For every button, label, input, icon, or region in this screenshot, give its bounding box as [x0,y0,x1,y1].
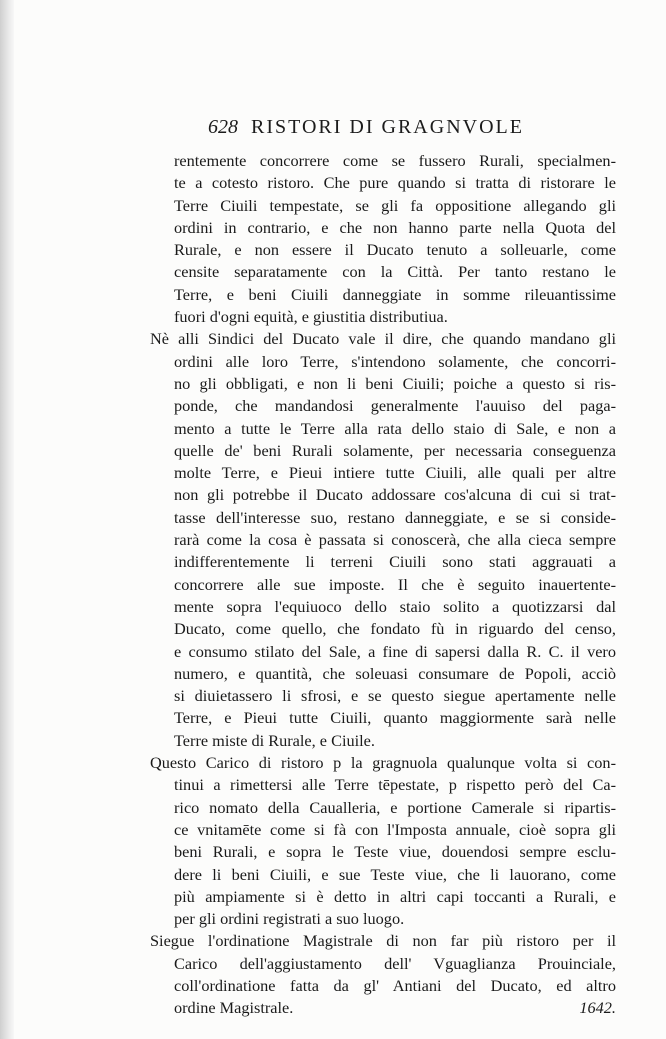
text-line: Nè alli Sindici del Ducato vale il dire, che quando mandano gli [150,329,616,349]
text-line: più ampiamente si è detto in altri capi toccanti a Rurali, e [174,886,616,906]
text-line: Rurale, e non essere il Ducato tenuto a solleuarle, come [174,240,616,260]
text-line-with-catchword [150,997,616,1019]
text-line: rico nomato della Caualleria, e portione Camerale si ripartis- [174,797,616,817]
text-line: molte Terre, e Pieui intiere tutte Ciuili, alle quali per altre [174,463,616,483]
text-line: Questo Carico di ristoro p la gragnuola qualunque volta si con- [150,753,616,773]
text-block [150,150,616,1020]
text-line: ce vnitamēte come si fà con l'Imposta annuale, cioè sopra gli [174,819,616,839]
text-line: no gli obbligati, e non li beni Ciuili; poiche a questo si ris- [174,373,616,393]
page-number: 628 [208,116,238,138]
text-line: ordine Magistrale. [174,998,294,1018]
paragraph [174,150,616,328]
text-line: ordini alle loro Terre, s'intendono solamente, che concorri- [174,351,616,371]
text-line: ordini in contrario, e che non hanno parte nella Quota del [174,217,616,237]
text-line: numero, e quantità, che soleuasi consumare de Popoli, acciò [174,663,616,683]
text-line: non gli potrebbe il Ducato addossare cos'alcuna di cui si trat- [174,485,616,505]
paragraph [150,328,616,752]
text-line: beni Rurali, e sopra le Teste viue, douendosi sempre esclu- [174,842,616,862]
text-line: censite separatamente con la Città. Per tanto restano le [174,262,616,282]
text-line: ponde, che mandandosi generalmente l'auuiso del paga- [174,396,616,416]
text-line: mente sopra l'equiuoco dello staio solito a quotizzarsi dal [174,596,616,616]
text-line: Ducato, come quello, che fondato fù in riguardo del censo, [174,619,616,639]
text-line: concorrere alle sue imposte. Il che è seguito inauertente- [174,574,616,594]
text-line: te a cotesto ristoro. Che pure quando si tratta di ristorare le [174,173,616,193]
text-line: fuori d'ogni equità, e giustitia distributiua. [174,307,448,327]
text-line: Siegue l'ordinatione Magistrale di non far più ristoro per il [150,931,616,951]
text-line: e consumo stilato del Sale, a fine di sapersi dalla R. C. il vero [174,641,616,661]
text-line: Carico dell'aggiustamento dell' Vguaglianza Prouinciale, [174,953,616,973]
text-line: si diuietassero li sfrosi, e se questo siegue apertamente nelle [174,686,616,706]
paragraph [150,752,616,930]
running-title: RISTORI DI GRAGNVOLE [251,116,524,138]
text-line: Terre, e Pieui tutte Ciuili, quanto maggiormente sarà nelle [174,708,616,728]
book-page [14,0,666,1039]
text-line: indifferentemente li terreni Ciuili sono stati aggrauati a [174,552,616,572]
text-line: quelle de' beni Rurali solamente, per necessaria conseguenza [174,440,616,460]
text-line: Terre Ciuili tempestate, se gli fa oppositione allegando gli [174,195,616,215]
text-line: per gli ordini registrati a suo luogo. [174,909,405,929]
text-line: coll'ordinatione fatta da gl' Antiani del Ducato, ed altro [174,975,616,995]
catchword: 1642. [579,998,616,1018]
text-line: Terre miste di Rurale, e Ciuile. [174,730,375,750]
paragraph [150,930,616,1019]
text-line: rarà come la cosa è passata si conoscerà, che alla cieca sempre [174,530,616,550]
text-line: tinui a rimettersi alle Terre tēpestate, p rispetto però del Ca- [174,775,616,795]
book-page-edge [0,0,14,1039]
text-line: dere li beni Ciuili, e sue Teste viue, che li lauorano, come [174,864,616,884]
text-line: rentemente concorrere come se fussero Rurali, specialmen- [174,151,616,170]
text-line: tasse dell'interesse suo, restano danneggiate, e se si conside- [174,507,616,527]
text-line: Terre, e beni Ciuili danneggiate in somme rileuantissime [174,284,616,304]
text-line: mento a tutte le Terre alla rata dello staio di Sale, e non a [174,418,616,438]
running-head [208,116,548,146]
